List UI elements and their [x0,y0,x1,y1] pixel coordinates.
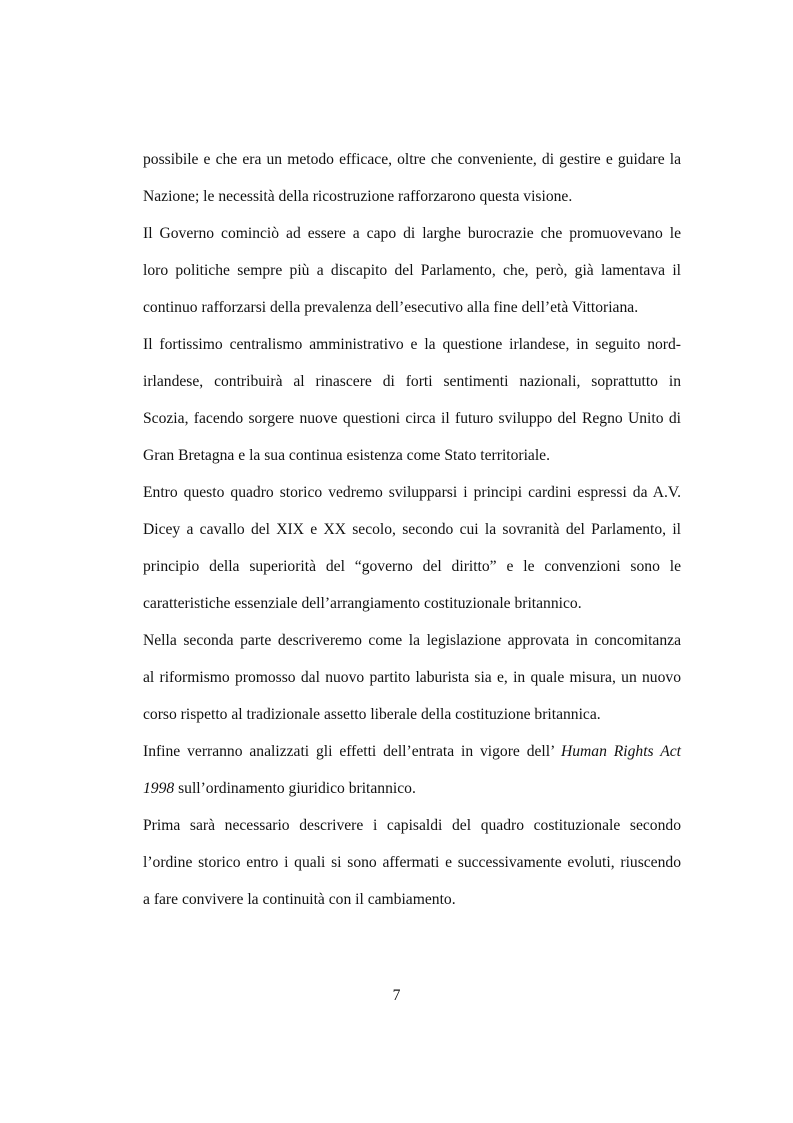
page-number: 7 [392,987,401,1004]
text-line-human-rights-act [143,733,681,770]
text-line: continuo rafforzarsi della prevalenza dell’esecutivo alla fine dell’età Vittoriana. [143,299,639,316]
text-line: a fare convivere la continuità con il cambiamento. [143,891,456,908]
text-line: Entro questo quadro storico vedremo svilupparsi i principi cardini espressi da A.V. [143,484,681,501]
text-line: al riformismo promosso dal nuovo partito laburista sia e, in quale misura, un nuovo [143,669,681,686]
text-line: principio della superiorità del “governo del diritto” e le convenzioni sono le [143,558,681,575]
text-line: Gran Bretagna e la sua continua esistenza come Stato territoriale. [143,447,551,464]
document-body [143,141,681,918]
text-segment: sull’ordinamento giuridico britannico. [174,780,416,797]
act-title: Human Rights Act [560,743,681,760]
text-line: irlandese, contribuirà al rinascere di forti sentimenti nazionali, soprattutto in [143,373,681,390]
text-line: Scozia, facendo sorgere nuove questioni circa il futuro sviluppo del Regno Unito di [143,410,681,427]
text-line: Nella seconda parte descriveremo come la legislazione approvata in concomitanza [143,632,681,649]
text-line: caratteristiche essenziale dell’arrangiamento costituzionale britannico. [143,595,582,612]
text-line: Il Governo cominciò ad essere a capo di larghe burocrazie che promuovevano le [143,225,681,242]
text-line: loro politiche sempre più a discapito del Parlamento, che, però, già lamentava il [143,262,681,279]
act-year: 1998 [143,780,175,797]
text-line: Prima sarà necessario descrivere i capisaldi del quadro costituzionale secondo [143,817,681,834]
text-segment: Infine verranno analizzati gli effetti dell’entrata in vigore dell’ [143,743,561,760]
text-line: Il fortissimo centralismo amministrativo e la questione irlandese, in seguito nord- [143,336,681,353]
text-line-act-year [143,770,681,807]
text-line: possibile e che era un metodo efficace, oltre che conveniente, di gestire e guidare la [143,151,681,168]
text-line: l’ordine storico entro i quali si sono affermati e successivamente evoluti, riuscendo [143,854,681,871]
text-line: corso rispetto al tradizionale assetto liberale della costituzione britannica. [143,706,601,723]
text-line: Nazione; le necessità della ricostruzione rafforzarono questa visione. [143,188,573,205]
text-line: Dicey a cavallo del XIX e XX secolo, secondo cui la sovranità del Parlamento, il [143,521,681,538]
